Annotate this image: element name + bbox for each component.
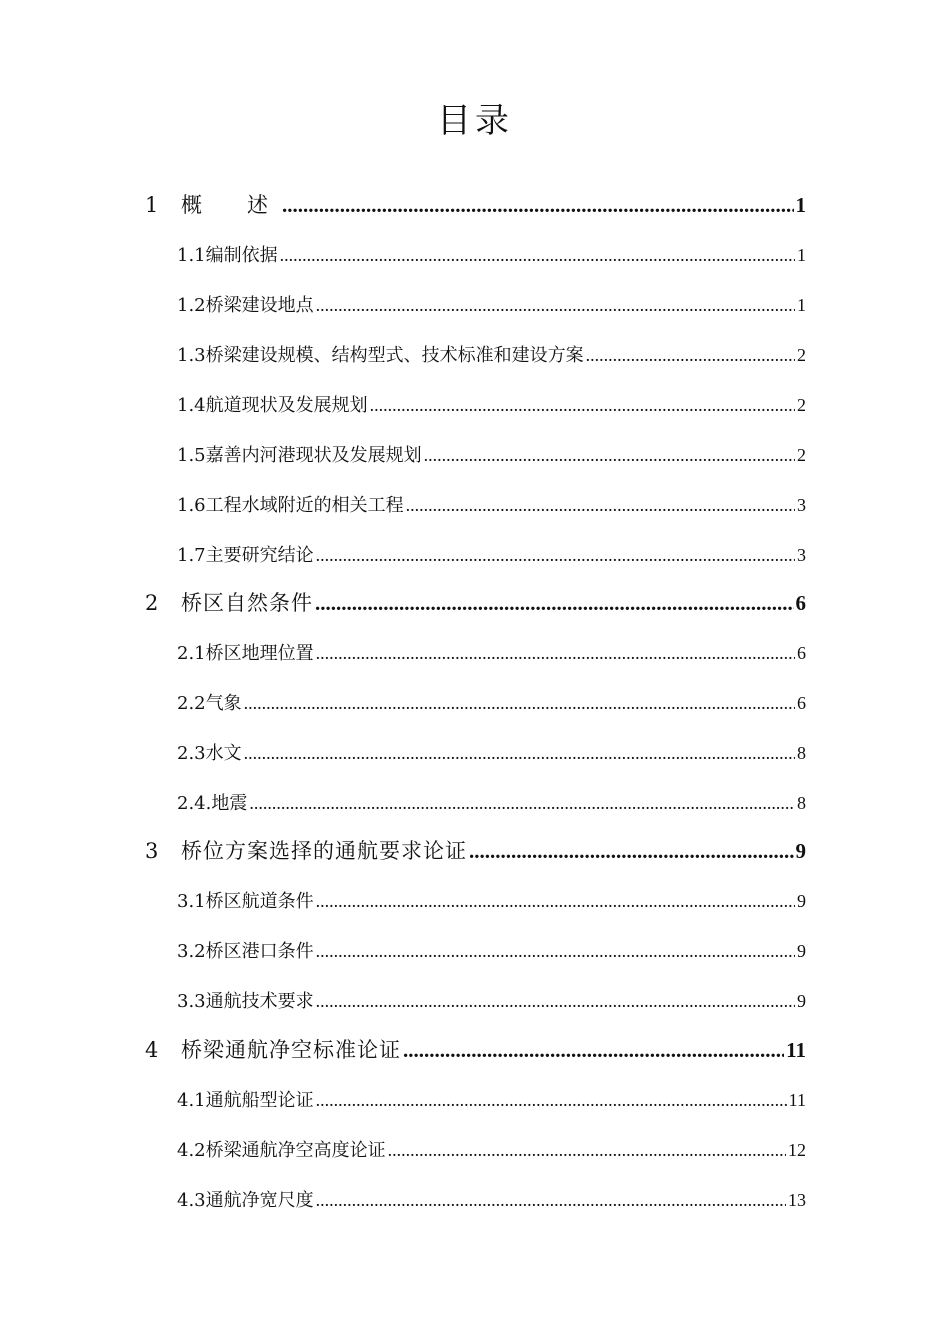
toc-entry-number: 2.4. (177, 793, 212, 814)
toc-entry[interactable] (177, 638, 806, 668)
toc-entry-title: 桥梁通航净空标准论证 (181, 1038, 401, 1062)
toc-entry-number: 2.2 (177, 693, 206, 714)
toc-dot-leader (586, 340, 795, 370)
toc-entry-title: 桥区港口条件 (205, 941, 314, 962)
toc-entry-page: 2 (797, 395, 806, 415)
toc-entry-number: 3.1 (177, 891, 206, 912)
toc-dot-leader (316, 638, 795, 668)
toc-dot-leader (316, 290, 795, 320)
toc-entry-page: 2 (797, 445, 806, 465)
toc-entry-page: 12 (788, 1140, 806, 1160)
toc-entry-number: 4.2 (177, 1140, 206, 1161)
toc-entry-title: 工程水域附近的相关工程 (205, 495, 404, 516)
toc-dot-leader (406, 490, 795, 520)
toc-entry[interactable] (177, 738, 806, 768)
toc-dot-leader (280, 240, 795, 270)
toc-dot-leader (282, 190, 794, 220)
toc-dot-leader (316, 1085, 787, 1115)
toc-entry-page: 1 (797, 295, 806, 315)
toc-entry[interactable] (145, 836, 806, 866)
toc-entry[interactable] (177, 540, 806, 570)
toc-entry-title: 桥梁建设规模、结构型式、技术标准和建设方案 (205, 345, 584, 366)
toc-dot-leader (403, 1035, 784, 1065)
toc-entry-number: 1.7 (177, 545, 206, 566)
toc-entry-title: 通航技术要求 (205, 991, 314, 1012)
toc-entry-page: 2 (797, 345, 806, 365)
toc-entry-page: 6 (797, 693, 806, 713)
toc-entry-number: 3 (145, 839, 159, 863)
toc-entry-number: 1.5 (177, 445, 206, 466)
toc-entry-title: 通航净宽尺度 (205, 1190, 314, 1211)
toc-entry-title: 桥梁通航净空高度论证 (205, 1140, 386, 1161)
toc-entry-page: 9 (797, 991, 806, 1011)
toc-entry[interactable] (177, 390, 806, 420)
toc-dot-leader (469, 836, 794, 866)
toc-entry-title: 桥梁建设地点 (205, 295, 314, 316)
toc-entry-title: 桥位方案选择的通航要求论证 (181, 839, 467, 863)
toc-entry[interactable] (177, 340, 806, 370)
toc-entry-title: 桥区地理位置 (205, 643, 314, 664)
toc-entry-number: 4.1 (177, 1090, 206, 1111)
toc-entry-title: 桥区航道条件 (205, 891, 314, 912)
toc-entry[interactable] (145, 190, 806, 220)
toc-entry-title: 概 述 (181, 193, 280, 217)
toc-entry-page: 6 (795, 591, 806, 615)
toc-entry-number: 1.6 (177, 495, 206, 516)
toc-dot-leader (370, 390, 795, 420)
toc-entry[interactable] (177, 986, 806, 1016)
toc-entry-number: 2 (145, 591, 159, 615)
toc-entry-page: 1 (795, 193, 806, 217)
toc-entry-number: 1.3 (177, 345, 206, 366)
toc-dot-leader (388, 1135, 786, 1165)
toc-entry-title: 通航船型论证 (205, 1090, 314, 1111)
toc-entry-number: 1.1 (177, 245, 206, 266)
toc-entry-number: 1 (145, 193, 159, 217)
toc-entry-number: 3.3 (177, 991, 206, 1012)
toc-entry[interactable] (177, 490, 806, 520)
toc-dot-leader (316, 886, 795, 916)
toc-dot-leader (244, 688, 795, 718)
toc-entry[interactable] (177, 440, 806, 470)
toc-entry-page: 9 (795, 839, 806, 863)
toc-entry-number: 4.3 (177, 1190, 206, 1211)
toc-entry[interactable] (145, 588, 806, 618)
toc-entry[interactable] (177, 688, 806, 718)
toc-dot-leader (249, 788, 795, 818)
toc-entry-page: 13 (788, 1190, 806, 1210)
toc-entry-title: 嘉善内河港现状及发展规划 (205, 445, 422, 466)
toc-dot-leader (244, 738, 795, 768)
toc-entry-number: 4 (145, 1038, 159, 1062)
toc-entry[interactable] (177, 1085, 806, 1115)
toc-entry-number: 1.2 (177, 295, 206, 316)
toc-entry-page: 3 (797, 495, 806, 515)
toc-entry-page: 11 (788, 1090, 806, 1110)
toc-entry[interactable] (177, 290, 806, 320)
toc-dot-leader (316, 936, 795, 966)
toc-entry-title: 气象 (205, 693, 242, 714)
toc-entry-title: 航道现状及发展规划 (205, 395, 368, 416)
toc-entry[interactable] (177, 1185, 806, 1215)
toc-entry-number: 2.1 (177, 643, 206, 664)
toc-entry-title: 水文 (205, 743, 242, 764)
toc-entry[interactable] (177, 1135, 806, 1165)
toc-entry-title: 桥区自然条件 (181, 591, 313, 615)
toc-entry-page: 8 (797, 743, 806, 763)
toc-dot-leader (316, 1185, 786, 1215)
toc-entry-page: 1 (797, 245, 806, 265)
toc-entry-title: 编制依据 (205, 245, 278, 266)
toc-entry-number: 3.2 (177, 941, 206, 962)
toc-dot-leader (315, 588, 794, 618)
toc-entry-number: 1.4 (177, 395, 206, 416)
toc-entry-title: 主要研究结论 (205, 545, 314, 566)
toc-entry-title: 地震 (211, 793, 248, 814)
toc-entry-number: 2.3 (177, 743, 206, 764)
toc-entry-page: 6 (797, 643, 806, 663)
toc-dot-leader (316, 540, 795, 570)
toc-entry-page: 3 (797, 545, 806, 565)
toc-entry-page: 8 (797, 793, 806, 813)
toc-dot-leader (424, 440, 795, 470)
toc-entry[interactable] (177, 936, 806, 966)
toc-entry[interactable] (177, 788, 806, 818)
toc-entry-page: 9 (797, 891, 806, 911)
toc-dot-leader (316, 986, 795, 1016)
toc-entry[interactable] (145, 1035, 806, 1065)
toc-entry-page: 9 (797, 941, 806, 961)
toc-entry[interactable] (177, 240, 806, 270)
page-title: 目录 (437, 101, 513, 141)
toc-entry[interactable] (177, 886, 806, 916)
toc-entry-page: 11 (786, 1038, 806, 1062)
